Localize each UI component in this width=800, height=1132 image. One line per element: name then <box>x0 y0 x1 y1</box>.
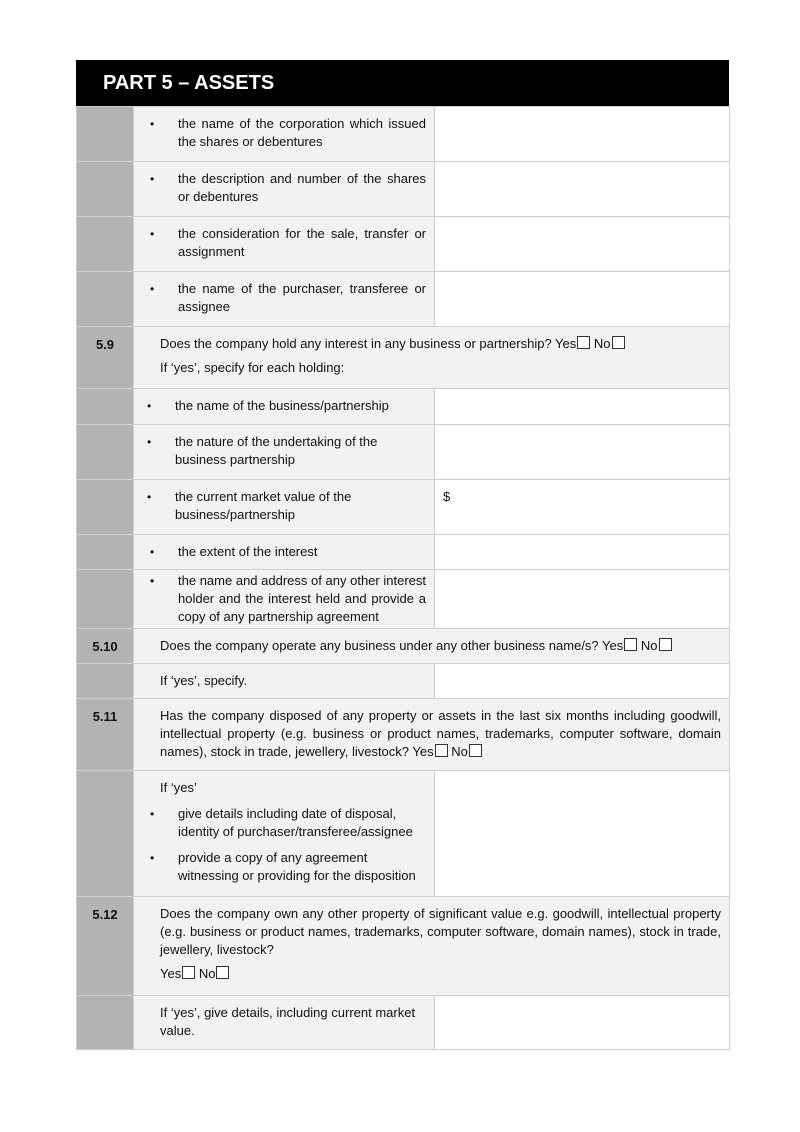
no-label: No <box>593 336 611 351</box>
table-row <box>77 480 730 535</box>
table-row <box>77 535 730 570</box>
no-checkbox[interactable] <box>659 638 672 651</box>
question-text: Does the company hold any interest in any business or partnership? Yes <box>160 336 577 351</box>
answer-field[interactable] <box>435 162 730 217</box>
form-page <box>76 60 729 1050</box>
question-bullet: • provide a copy of any agreement witnessing or providing for the disposition <box>160 849 426 885</box>
table-row <box>77 107 730 162</box>
answer-field[interactable] <box>435 771 730 897</box>
no-label: No <box>451 744 468 759</box>
answer-field[interactable] <box>435 996 730 1050</box>
question-bullet: • the name of the purchaser, transferee or assignee <box>160 280 426 316</box>
question-text: Has the company disposed of any property or assets in the last six months including goodwill, intellectual property (e.g. business or product names, trademarks, computer software, domain names), stock in trade, jewellery, livestock? Yes <box>160 708 721 759</box>
question-bullet: • give details including date of disposal, identity of purchaser/transferee/assignee <box>160 805 426 841</box>
table-row <box>77 272 730 327</box>
question-subtext: If ‘yes’ <box>160 780 197 795</box>
answer-field[interactable] <box>435 570 730 629</box>
table-row <box>77 217 730 272</box>
dollar-sign: $ <box>443 489 451 504</box>
question-row-5-12 <box>77 897 730 996</box>
answer-field[interactable] <box>435 107 730 162</box>
table-row <box>77 996 730 1050</box>
table-row <box>77 389 730 425</box>
question-bullet: • the name of the business/partnership <box>157 397 426 415</box>
table-row <box>77 570 730 629</box>
assets-table <box>76 106 730 1050</box>
answer-field[interactable] <box>435 217 730 272</box>
question-number: 5.10 <box>77 629 134 664</box>
question-bullet: • the name of the corporation which issued the shares or debentures <box>160 115 426 151</box>
yes-checkbox[interactable] <box>435 744 448 757</box>
no-label: No <box>198 966 216 981</box>
section-title: PART 5 – ASSETS <box>103 72 275 94</box>
question-number: 5.12 <box>77 897 134 996</box>
yes-checkbox[interactable] <box>182 966 195 979</box>
table-row <box>77 162 730 217</box>
question-text: Does the company operate any business under any other business name/s? Yes <box>160 638 624 653</box>
table-row <box>77 425 730 480</box>
no-checkbox[interactable] <box>612 336 625 349</box>
question-bullet: • the consideration for the sale, transfer or assignment <box>160 225 426 261</box>
question-bullet: • the nature of the undertaking of the business partnership <box>157 433 426 469</box>
no-label: No <box>640 638 658 653</box>
question-number: 5.9 <box>77 327 134 389</box>
answer-field[interactable] <box>435 272 730 327</box>
answer-field[interactable] <box>435 664 730 699</box>
question-subtext: If ‘yes’, give details, including current market value. <box>134 996 435 1050</box>
question-row-5-10 <box>77 629 730 664</box>
question-bullet: • the description and number of the shares or debentures <box>160 170 426 206</box>
yes-checkbox[interactable] <box>577 336 590 349</box>
table-row <box>77 664 730 699</box>
question-subtext: If ‘yes’, specify for each holding: <box>160 360 345 375</box>
question-bullet: • the name and address of any other interest holder and the interest held and provide a copy of any partnership agreement <box>160 572 426 626</box>
no-checkbox[interactable] <box>216 966 229 979</box>
answer-field[interactable] <box>435 535 730 570</box>
answer-field[interactable] <box>435 389 730 425</box>
question-text: Does the company own any other property of significant value e.g. goodwill, intellectual property (e.g. business or product names, trademarks, computer software, domain names), stock in trade, jewellery, livestock? <box>160 906 721 957</box>
answer-field[interactable] <box>435 480 730 535</box>
question-bullet: • the extent of the interest <box>160 543 426 561</box>
no-checkbox[interactable] <box>469 744 482 757</box>
question-row-5-9 <box>77 327 730 389</box>
question-number: 5.11 <box>77 699 134 771</box>
question-bullet: • the current market value of the business/partnership <box>157 488 426 524</box>
table-row <box>77 771 730 897</box>
question-row-5-11 <box>77 699 730 771</box>
section-header <box>76 60 729 106</box>
question-subtext: If ‘yes’, specify. <box>134 664 435 699</box>
answer-field[interactable] <box>435 425 730 480</box>
yes-checkbox[interactable] <box>624 638 637 651</box>
yes-label: Yes <box>160 966 182 981</box>
